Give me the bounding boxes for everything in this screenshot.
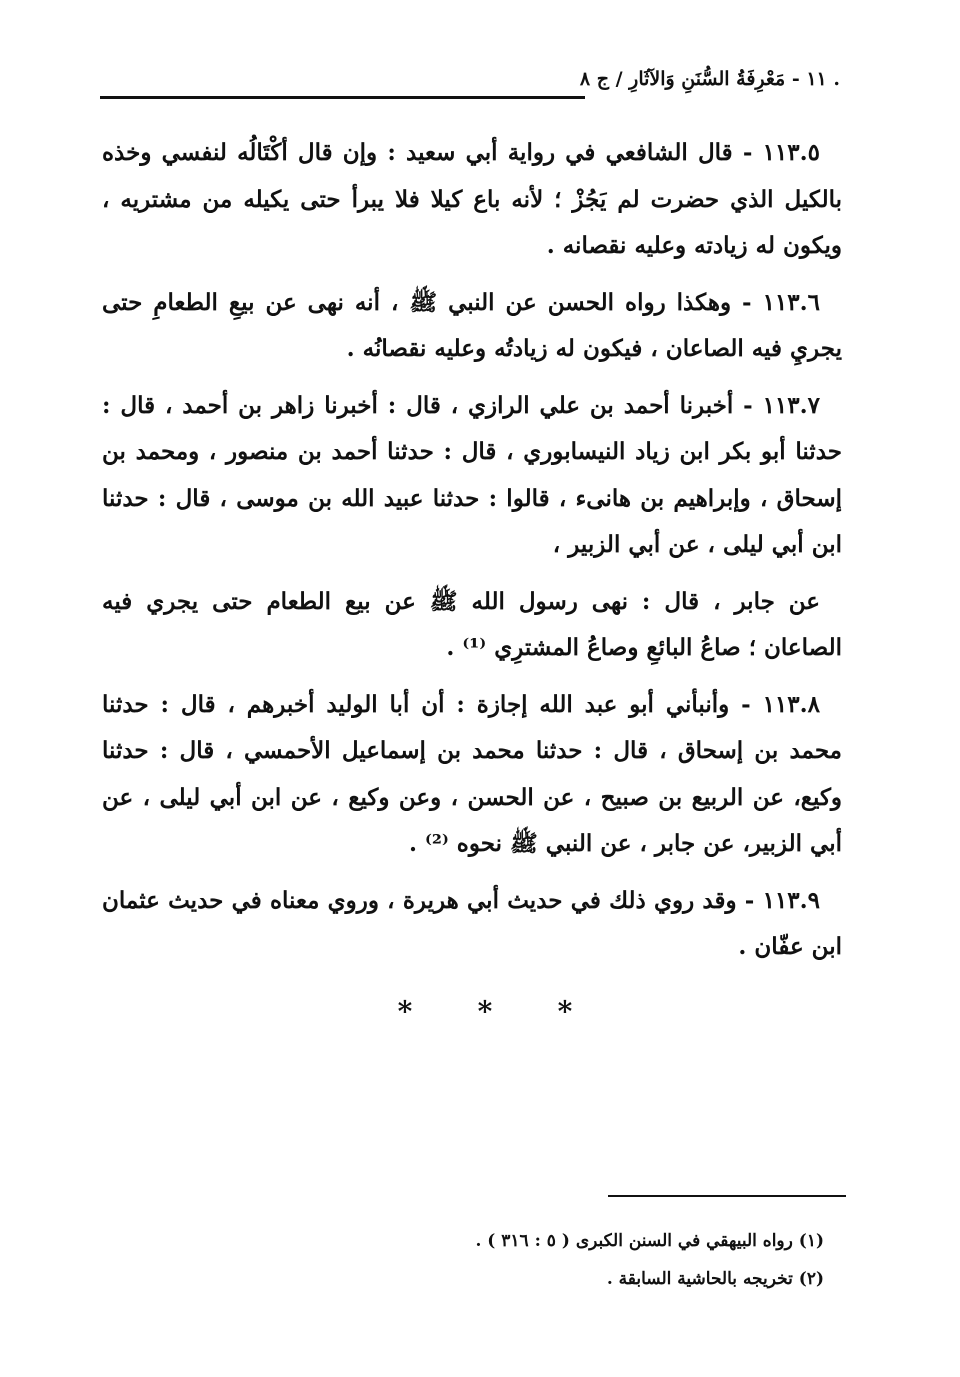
footnote-rule	[608, 1195, 846, 1197]
footnote-1: (١) رواه البيهقي في السنن الكبرى ( ٥ : ٣١٦ ) .	[475, 1231, 824, 1251]
header-rule	[100, 96, 585, 99]
paragraph-113-7: ١١٣.٧ - أخبرنا أحمد بن علي الرازي ، قال : أخبرنا زاهر بن أحمد ، قال : حدثنا أبو بكر ابن زياد النيسابوري ، قال : حدثنا أحمد بن منصور ، ومحمد بن إسحاق ، وإبراهيم بن هانىء ، قالوا : حدثنا عبيد الله بن موسى ، قال : حدثنا ابن أبي ليلى ، عن أبي الزبير ،	[102, 391, 842, 558]
paragraph-113-8: ١١٣.٨ - وأنبأني أبو عبد الله إجازة : أن أبا الوليد أخبرهم ، قال : حدثنا محمد بن إسحاق ، قال : حدثنا محمد بن إسماعيل الأحمسي ، قال : حدثنا وكيع، عن الربيع بن صبيح ، عن الحسن ، وعن وكيع ، عن ابن أبي ليلى ، عن أبي الزبير، عن جابر ، عن النبي ﷺ نحوه ⁽²⁾ .	[102, 690, 842, 857]
section-separator	[390, 995, 580, 1028]
paragraph-113-9: ١١٣.٩ - وقد روي ذلك في حديث أبي هريرة ، وروي معناه في حديث عثمان ابن عفّان .	[102, 886, 842, 960]
paragraph-113-7-continued: عن جابر ، قال : نهى رسول الله ﷺ عن بيع الطعام حتى يجري فيه الصاعان ؛ صاعُ البائعِ وصاعُ المشترِي ⁽¹⁾ .	[102, 587, 842, 661]
running-header: . ١١ - مَعْرِفَةُ السُّنَنِ وَالآثَارِ / ج ٨	[579, 68, 840, 90]
separator-star: *	[557, 995, 573, 1028]
footnotes	[324, 1222, 824, 1298]
paragraph-113-6: ١١٣.٦ - وهكذا رواه الحسن عن النبي ﷺ ، أنه نهى عن بيعِ الطعامِ حتى يجريِ فيه الصاعان ، فيكون له زيادتُه وعليه نقصانُه .	[102, 288, 842, 362]
footnote-2: (٢) تخريجه بالحاشية السابقة .	[606, 1269, 824, 1289]
paragraph-113-5: ١١٣.٥ - قال الشافعي في رواية أبي سعيد : وإن قال أكْتَالُه لنفسي وخذه بالكيل الذي حضرت لم يَجُزْ ؛ لأنه باع كيلا فلا يبرأ حتى يكيله من مشتريه ، ويكون له زيادته وعليه نقصانه .	[102, 139, 842, 259]
separator-star: *	[477, 995, 493, 1028]
separator-star: *	[397, 995, 413, 1028]
body-text	[102, 130, 842, 981]
